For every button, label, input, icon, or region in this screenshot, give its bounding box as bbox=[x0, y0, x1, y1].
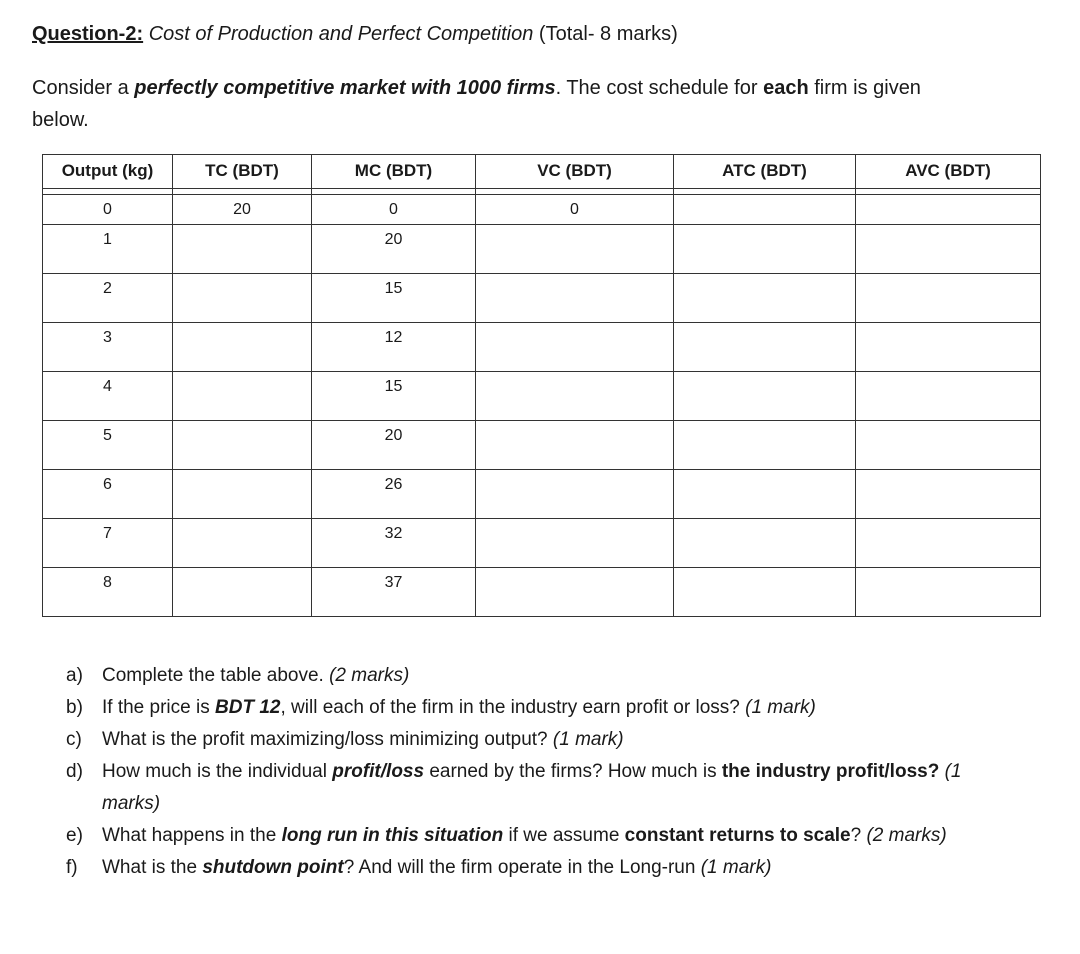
intro-emphasis-each: each bbox=[763, 77, 809, 99]
table-cell bbox=[674, 225, 856, 274]
table-cell bbox=[674, 470, 856, 519]
table-row bbox=[43, 470, 1041, 519]
question-label: Question-2: bbox=[32, 23, 144, 45]
list-marker: b) bbox=[66, 697, 83, 718]
table-cell: 0 bbox=[476, 195, 674, 225]
table-cell: 26 bbox=[312, 470, 476, 519]
cost-schedule-table bbox=[42, 154, 1041, 617]
column-header: AVC (BDT) bbox=[856, 155, 1041, 189]
sub-question-e: e) What happens in the long run in this situation if we assume constant returns to scale? (2 marks) bbox=[66, 820, 966, 852]
table-row bbox=[43, 421, 1041, 470]
intro-emphasis-market: perfectly competitive market with 1000 firms bbox=[134, 77, 556, 99]
table-cell: 20 bbox=[312, 421, 476, 470]
intro-text: Consider a bbox=[32, 77, 135, 99]
table-row bbox=[43, 323, 1041, 372]
list-marker: e) bbox=[66, 825, 83, 846]
table-cell bbox=[856, 225, 1041, 274]
table-cell bbox=[476, 225, 674, 274]
table-cell: 15 bbox=[312, 372, 476, 421]
intro-text: firm is given below. bbox=[32, 77, 921, 131]
table-cell: 12 bbox=[312, 323, 476, 372]
table-cell bbox=[173, 323, 312, 372]
table-cell bbox=[674, 195, 856, 225]
sub-question-b: b) If the price is BDT 12, will each of the firm in the industry earn profit or loss? (1 mark) bbox=[66, 692, 966, 724]
table-cell bbox=[856, 323, 1041, 372]
table-row bbox=[43, 372, 1041, 421]
table-cell bbox=[173, 225, 312, 274]
table-cell: 0 bbox=[312, 195, 476, 225]
table-cell bbox=[173, 470, 312, 519]
table-cell bbox=[173, 372, 312, 421]
table-cell bbox=[476, 568, 674, 617]
table-cell: 4 bbox=[43, 372, 173, 421]
intro-text: . The cost schedule for bbox=[555, 77, 764, 99]
table-row bbox=[43, 568, 1041, 617]
list-marker: a) bbox=[66, 665, 83, 686]
sub-question-d: d) How much is the individual profit/loss earned by the firms? How much is the industry profit/loss? (1 marks) bbox=[66, 756, 966, 820]
table-header-row bbox=[43, 155, 1041, 189]
table-cell: 20 bbox=[173, 195, 312, 225]
table-cell bbox=[173, 421, 312, 470]
table-row bbox=[43, 195, 1041, 225]
table-cell: 37 bbox=[312, 568, 476, 617]
table-cell bbox=[674, 519, 856, 568]
intro-paragraph bbox=[32, 72, 932, 136]
sub-question-f: f) What is the shutdown point? And will the firm operate in the Long-run (1 mark) bbox=[66, 852, 966, 884]
list-marker: f) bbox=[66, 857, 78, 878]
table-row bbox=[43, 519, 1041, 568]
table-cell: 20 bbox=[312, 225, 476, 274]
sub-question-c: c) What is the profit maximizing/loss minimizing output? (1 mark) bbox=[66, 724, 966, 756]
table-cell bbox=[173, 274, 312, 323]
table-cell: 5 bbox=[43, 421, 173, 470]
table-cell bbox=[674, 568, 856, 617]
table-cell bbox=[856, 470, 1041, 519]
table-cell bbox=[173, 568, 312, 617]
table-cell bbox=[476, 323, 674, 372]
table-cell: 1 bbox=[43, 225, 173, 274]
table-cell bbox=[856, 274, 1041, 323]
column-header: TC (BDT) bbox=[173, 155, 312, 189]
table-cell bbox=[173, 519, 312, 568]
table-cell bbox=[856, 372, 1041, 421]
question-total-marks: (Total- 8 marks) bbox=[538, 23, 678, 45]
table-cell bbox=[856, 519, 1041, 568]
table-cell bbox=[674, 421, 856, 470]
list-marker: c) bbox=[66, 729, 82, 750]
table-cell bbox=[476, 274, 674, 323]
table-cell bbox=[476, 470, 674, 519]
column-header: MC (BDT) bbox=[312, 155, 476, 189]
table-cell: 0 bbox=[43, 195, 173, 225]
sub-question-list bbox=[66, 660, 966, 884]
question-topic: Cost of Production and Perfect Competition bbox=[148, 23, 534, 45]
list-marker: d) bbox=[66, 761, 83, 782]
table-cell bbox=[856, 568, 1041, 617]
table-cell bbox=[674, 274, 856, 323]
table-cell: 32 bbox=[312, 519, 476, 568]
column-header: ATC (BDT) bbox=[674, 155, 856, 189]
table-cell bbox=[856, 421, 1041, 470]
column-header: VC (BDT) bbox=[476, 155, 674, 189]
table-cell bbox=[674, 323, 856, 372]
table-cell bbox=[476, 421, 674, 470]
sub-question-a: a) Complete the table above. (2 marks) bbox=[66, 660, 966, 692]
table-cell: 7 bbox=[43, 519, 173, 568]
table-cell bbox=[856, 195, 1041, 225]
table-cell: 8 bbox=[43, 568, 173, 617]
table-cell: 2 bbox=[43, 274, 173, 323]
column-header: Output (kg) bbox=[43, 155, 173, 189]
table-cell: 3 bbox=[43, 323, 173, 372]
table-row bbox=[43, 225, 1041, 274]
table-cell: 15 bbox=[312, 274, 476, 323]
table-cell bbox=[674, 372, 856, 421]
table-cell bbox=[476, 519, 674, 568]
table-row bbox=[43, 274, 1041, 323]
question-heading bbox=[32, 20, 678, 48]
table-cell bbox=[476, 372, 674, 421]
table-cell: 6 bbox=[43, 470, 173, 519]
